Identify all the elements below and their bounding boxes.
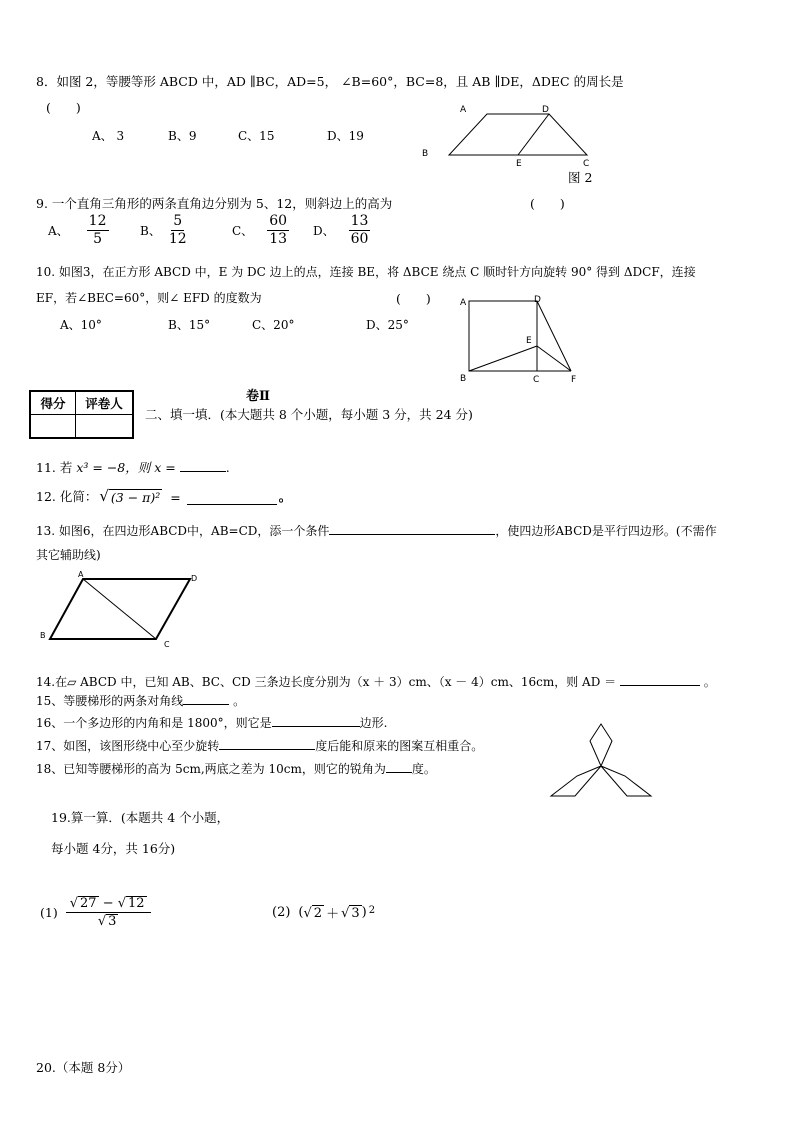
q12-prefix: 12. 化简： xyxy=(36,489,98,504)
q20-text: 20.（本题 8分） xyxy=(36,1060,131,1075)
q15 xyxy=(36,692,245,709)
q14-suffix: 。 xyxy=(703,675,716,689)
q19-part1-numerator xyxy=(66,896,151,913)
q19-part2-close: ) xyxy=(361,905,367,920)
q16-answer-blank[interactable] xyxy=(272,726,360,727)
q19-part1 xyxy=(40,896,151,928)
q9-option-d xyxy=(313,214,370,246)
q19-part1-denominator xyxy=(98,913,119,929)
q9-option-d-den: 60 xyxy=(350,230,369,247)
q10-line1: 10. 如图3，在正方形 ABCD 中，E 为 DC 边上的点，连接 BE，将 ΔBCE 绕点 C 顺时针方向旋转 90° 得到 ΔDCF，连接 xyxy=(36,265,696,279)
q19-part1-minus: − xyxy=(98,896,118,911)
q9-option-d-label: D、 xyxy=(313,223,335,238)
q15-suffix: 。 xyxy=(233,694,246,708)
q17 xyxy=(36,737,483,754)
q18-text: 18、已知等腰梯形的高为 5cm,两底之差为 10cm，则它的锐角为 xyxy=(36,762,386,776)
q10-label-b: B xyxy=(460,374,467,384)
q19-part1-sqrt-b xyxy=(118,896,147,911)
q11-suffix: . xyxy=(225,460,230,475)
q19-part2-label: (2) xyxy=(272,905,291,920)
q13-label-a: A xyxy=(78,570,84,579)
q9-option-b-fraction xyxy=(169,214,187,246)
q10-option-b: B、15° xyxy=(168,318,211,332)
q19-part1-sqrt-c xyxy=(98,914,119,929)
q19-part1-radicand-b: 12 xyxy=(128,896,145,911)
q9-option-c-fraction xyxy=(267,214,289,246)
q8-option-c: C、15 xyxy=(238,129,275,143)
q9-option-b-den: 12 xyxy=(168,230,187,247)
q9-option-a-label: A、 xyxy=(48,223,69,238)
q14 xyxy=(36,673,716,690)
q18 xyxy=(36,760,436,777)
q15-answer-blank[interactable] xyxy=(183,704,229,705)
q17-text: 17、如图，该图形绕中心至少旋转 xyxy=(36,739,220,753)
q8-paren: ( ) xyxy=(46,100,81,115)
q9-option-a-den: 5 xyxy=(93,230,103,247)
q8-label-b: B xyxy=(422,149,429,159)
q13-label-c: C xyxy=(164,640,170,649)
q10-option-c: C、20° xyxy=(252,318,295,332)
q11-answer-blank[interactable] xyxy=(180,471,226,472)
volume-title: 卷Ⅱ xyxy=(246,389,270,404)
q9-option-b-num: 5 xyxy=(173,213,183,229)
q12-suffix: 。 xyxy=(278,489,292,504)
q10-option-a: A、10° xyxy=(60,318,102,332)
q19-part2-radicand-b: 3 xyxy=(351,905,360,921)
q13-parallelogram-figure xyxy=(36,568,206,650)
q12-sqrt xyxy=(99,487,162,505)
q13-line2: 其它辅助线) xyxy=(36,548,101,562)
q19-line2: 每小题 4分，共 16分) xyxy=(51,841,176,856)
q19-part1-sqrt-a xyxy=(70,896,99,911)
q10-line2: EF，若∠BEC=60°，则∠ EFD 的度数为 xyxy=(36,291,262,305)
q10-square-figure xyxy=(455,293,585,385)
q19-part2-radicand-a: 2 xyxy=(313,905,323,921)
q19-part1-label: (1) xyxy=(40,904,58,920)
q19-part2-sqrt-b xyxy=(341,905,362,921)
q16-suffix: 边形. xyxy=(359,716,388,730)
q9-option-b-label: B、 xyxy=(140,223,161,238)
q8-label-c: C xyxy=(583,159,590,169)
q8-option-b: B、9 xyxy=(168,129,197,143)
sqrt-symbol-icon: √ xyxy=(117,896,127,911)
sqrt-symbol-icon: √ xyxy=(97,913,107,929)
q10-label-f: F xyxy=(571,375,577,385)
q9-option-a-num: 12 xyxy=(88,213,107,229)
section2-title: 二、填一填．(本大题共 8 个小题，每小题 3 分，共 24 分) xyxy=(145,407,473,422)
q9-option-a-fraction xyxy=(87,214,109,246)
q8-label-a: A xyxy=(460,105,467,115)
q19-part2 xyxy=(272,903,375,922)
q10-label-d: D xyxy=(534,295,541,305)
q19-part2-plus: ＋ xyxy=(326,907,340,922)
q17-rhombus-pattern-figure xyxy=(548,722,653,798)
q13-label-b: B xyxy=(40,631,46,640)
q13-line1-a: 13. 如图6，在四边形ABCD中，AB=CD，添一个条件 xyxy=(36,524,330,538)
sqrt-symbol-icon: √ xyxy=(99,487,109,505)
q8-option-d: D、19 xyxy=(327,129,364,143)
score-label: 得分 xyxy=(30,391,76,415)
q9-text: 9. 一个直角三角形的两条直角边分别为 5、12，则斜边上的高为 xyxy=(36,196,393,211)
q10-option-d: D、25° xyxy=(366,318,409,332)
q18-suffix: 度。 xyxy=(411,762,436,776)
q8-option-a: A、 3 xyxy=(92,129,125,143)
q8-text: 8．如图 2，等腰等形 ABCD 中，AD ∥BC，AD=5， ∠B=60°，BC=8，且 AB ∥DE，ΔDEC 的周长是 xyxy=(36,74,624,89)
q10-paren: ( ) xyxy=(396,291,431,306)
q19-part1-radicand-c: 3 xyxy=(108,913,117,929)
q9-option-a xyxy=(48,214,109,246)
q13-label-d: D xyxy=(191,574,198,583)
q19-part1-radicand-a: 27 xyxy=(80,896,97,911)
q12 xyxy=(36,487,291,505)
sqrt-symbol-icon: √ xyxy=(69,896,79,911)
q13-answer-blank[interactable] xyxy=(329,534,495,535)
q8-label-e: E xyxy=(516,159,522,169)
q9-paren: ( ) xyxy=(530,196,565,211)
sqrt-symbol-icon: √ xyxy=(341,905,350,921)
q12-radicand: (3 − π)² xyxy=(110,490,161,505)
q9-option-c-label: C、 xyxy=(232,223,254,238)
q12-answer-blank[interactable] xyxy=(187,504,277,505)
q9-option-c xyxy=(232,214,289,246)
q19-part2-open: ( xyxy=(298,905,304,920)
q9-option-d-num: 13 xyxy=(350,213,369,229)
q9-option-c-num: 60 xyxy=(269,213,288,229)
q10-label-a: A xyxy=(460,298,467,308)
q17-suffix: 度后能和原来的图案互相重合。 xyxy=(315,739,484,753)
q9-option-b xyxy=(140,214,187,246)
sqrt-symbol-icon: √ xyxy=(303,905,312,921)
q19-part2-sqrt-a xyxy=(304,905,325,921)
q17-answer-blank[interactable] xyxy=(219,749,315,750)
grader-cell[interactable] xyxy=(76,415,134,439)
grader-label: 评卷人 xyxy=(76,391,134,415)
score-cell[interactable] xyxy=(30,415,76,439)
q8-figure-caption: 图 2 xyxy=(568,170,593,185)
q16 xyxy=(36,714,387,731)
q8-label-d: D xyxy=(542,105,549,115)
q15-text: 15、等腰梯形的两条对角线 xyxy=(36,694,184,708)
q11 xyxy=(36,458,230,476)
q9-option-c-den: 13 xyxy=(269,230,288,247)
q19-line1: 19.算一算．(本题共 4 个小题， xyxy=(51,810,230,825)
q13-line1 xyxy=(36,522,717,539)
q19-part2-exponent: 2 xyxy=(368,905,376,916)
q19-part1-fraction xyxy=(66,896,151,928)
q12-equals: = xyxy=(170,490,181,505)
q9-option-d-fraction xyxy=(349,214,371,246)
q10-label-c: C xyxy=(533,375,540,385)
q18-answer-blank[interactable] xyxy=(386,772,412,773)
q11-expr: x³ = −8，则 x = xyxy=(76,460,176,475)
q13-line1-b: ，使四边形ABCD是平行四边形。(不需作 xyxy=(495,524,717,538)
q14-answer-blank[interactable] xyxy=(620,685,700,686)
q11-prefix: 11. 若 xyxy=(36,460,73,475)
q10-label-e: E xyxy=(526,336,532,346)
score-table xyxy=(29,390,134,439)
q16-text: 16、一个多边形的内角和是 1800°，则它是 xyxy=(36,716,272,730)
q14-text: 14.在▱ ABCD 中，已知 AB、BC、CD 三条边长度分别为（x ＋ 3）cm、（x － 4）cm、16cm，则 AD ＝ xyxy=(36,675,617,689)
